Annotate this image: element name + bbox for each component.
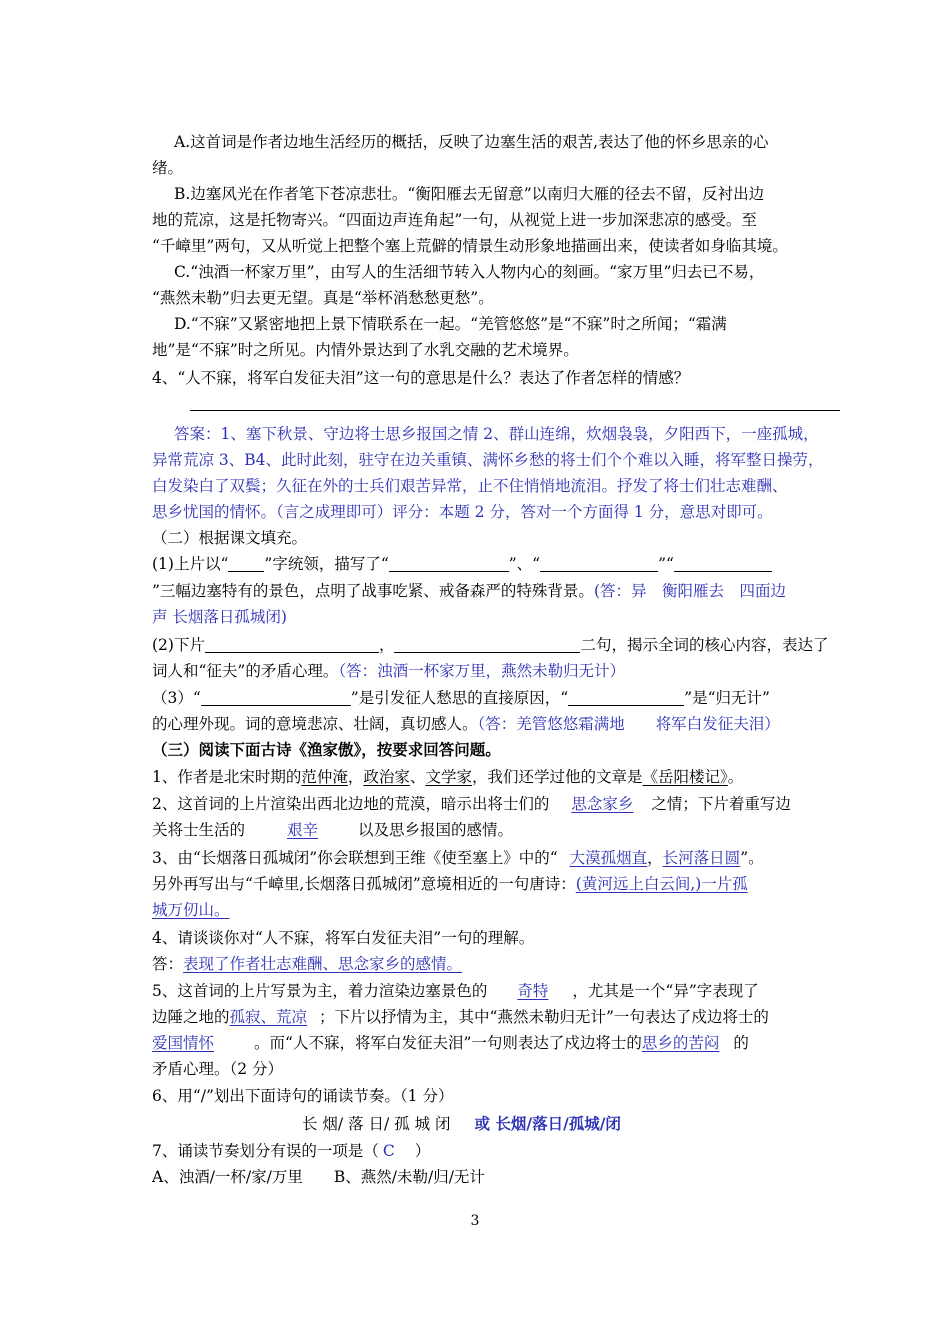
s3-q5-text-l2b: ；下片以抒情为主，其中“燕然未勒归无计”一句表达了戍边将士的: [319, 1008, 769, 1026]
s3-q7-end: ）: [414, 1142, 431, 1160]
s3-q5-text-l3b: 的: [733, 1034, 749, 1052]
s3-q3-answer-3b: 城万仞山。: [152, 901, 230, 919]
answer-line3: 白发染白了双鬓；久征在外的士兵们艰苦异常，止不住悄悄地流泪。抒发了将士们壮志难酬、: [152, 477, 788, 495]
s3-q6-poem-line: 长 烟/ 落 日/ 孤 城 闭: [302, 1115, 451, 1133]
fill-2-blank-1: [205, 634, 379, 653]
option-c-line2: “燕然未勒”归去更无望。真是“举杯消愁愁更愁”。: [152, 289, 494, 307]
s3-q6-answer: 或 长烟/落日/孤城/闭: [474, 1114, 621, 1133]
s3-q5-line4: 矛盾心理。（2 分）: [152, 1060, 284, 1078]
s3-q5-answer-3: 爱国情怀: [152, 1034, 215, 1052]
s3-q4: 4、请谈谈你对“人不寐，将军白发征夫泪”一句的理解。: [152, 929, 535, 947]
fill-1-blank-2: [389, 553, 509, 572]
s3-q2-answer-1: 思念家乡: [571, 795, 634, 813]
answer-rule: [190, 410, 840, 411]
s3-q1-work: 《岳阳楼记》: [642, 768, 728, 786]
s3-q5-text-b: ，尤其是一个“异”字表现了: [572, 982, 759, 1000]
s3-q3-text-b: ”。: [740, 849, 764, 867]
s3-q2-text-a: 2、这首词的上片渲染出西北边地的荒漠，暗示出将士们的: [152, 795, 550, 813]
fill-3-blank-1: [201, 687, 351, 706]
option-a-line2: 绪。: [152, 159, 184, 177]
s3-q3-answer-2: 长河落日圆: [662, 849, 741, 867]
s3-q5-answer-1: 奇特: [517, 982, 549, 1000]
fill-3-line2: [152, 711, 882, 737]
s3-q1-role-1: 政治家: [363, 768, 410, 786]
fill-2-text-a: (2)下片: [152, 636, 205, 654]
s3-q3-sep: ，: [647, 849, 663, 867]
s3-q3-answer-3: (黄河远上白云间,)一片孤: [575, 875, 748, 893]
s3-q5-answer-4: 思乡的苦闷: [641, 1034, 720, 1052]
fill-1-text-b: ”字统领，描写了“: [264, 555, 389, 573]
option-b-line1: B.边塞风光在作者笔下苍凉悲壮。“衡阳雁去无留意”以南归大雁的径去不留，反衬出边: [174, 185, 765, 203]
fill-1-text-c: ”、“: [508, 555, 541, 573]
fill-2-text-b: ，: [378, 636, 395, 654]
s3-q7-answer: C: [382, 1142, 395, 1160]
option-d-line1: D.“不寐”又紧密地把上景下情联系在一起。“羌管悠悠”是“不寐”时之所闻；“霜满: [174, 315, 727, 333]
answer-line4: 思乡忧国的情怀。（言之成理即可）评分：本题 2 分，答对一个方面得 1 分，意思对即可。: [152, 503, 773, 521]
s3-q4-label: 答：: [152, 955, 184, 973]
s3-q5-text-a: 5、这首词的上片写景为主，着力渲染边塞景色的: [152, 982, 488, 1000]
fill-2-text-c: 二句，揭示全词的核心内容，表达了: [580, 636, 829, 654]
s3-q1-text-c: 、: [409, 768, 426, 786]
s3-q4-answer: 表现了作者壮志难酬、思念家乡的感情。: [183, 955, 463, 973]
option-b-line3: “千嶂里”两句，又从听觉上把整个塞上荒僻的情景生动形象地描画出来，使读者如身临其境。: [152, 237, 788, 255]
fill-2-blank-2: [394, 634, 580, 653]
s3-q3-line2: [152, 871, 882, 897]
option-b-line2: 地的荒凉，这是托物寄兴。“四面边声连角起”一句，从视觉上进一步加深悲凉的感受。至: [152, 211, 757, 229]
s3-q5-answer-2: 孤寂、荒凉: [229, 1008, 308, 1026]
fill-3-answer: （答：羌管悠悠霜满地 将军白发征夫泪）: [477, 715, 780, 733]
s3-q2-line1: [152, 791, 882, 817]
s3-q7-text: 7、诵读节奏划分有误的一项是（: [152, 1142, 379, 1160]
fill-1-blank-3: [540, 553, 658, 572]
s3-q6: 6、用“/”划出下面诗句的诵读节奏。（1 分）: [152, 1087, 454, 1105]
s3-q5-line1: [152, 978, 882, 1004]
s3-q1-text-a: 1、作者是北宋时期的: [152, 768, 302, 786]
fill-1-blank-4: [674, 553, 772, 572]
s3-q5-line3: [152, 1030, 882, 1056]
question-4: 4、“人不寐，将军白发征夫泪”这一句的意思是什么？表达了作者怎样的情感？: [152, 369, 690, 387]
answer-line2: 异常荒凉 3、B4、此时此刻，驻守在边关重镇、满怀乡愁的将士们个个难以入睡，将军整日操劳，: [152, 451, 824, 469]
fill-3-blank-2: [568, 687, 684, 706]
option-c-line1: C.“浊酒一杯家万里”，由写人的生活细节转入人物内心的刻画。“家万里”归去已不易，: [174, 263, 765, 281]
s3-q4-answer-line: [152, 951, 882, 977]
fill-1-line1: [152, 551, 882, 577]
fill-1-answer-2: 声 长烟落日孤城闭): [152, 608, 287, 626]
s3-q2-text-b: 之情；下片着重写边: [651, 795, 791, 813]
fill-3-text-l2: 的心理外现。词的意境悲凉、壮阔，真切感人。: [152, 715, 478, 733]
s3-q1: [152, 764, 882, 790]
s3-q7: [152, 1138, 882, 1164]
section-2-title: （二）根据课文填充。: [152, 529, 308, 547]
fill-1-text-l2: ”三幅边塞特有的景色，点明了战事吃紧、戒备森严的特殊背景。: [152, 582, 594, 600]
s3-q6-line: [302, 1111, 950, 1137]
s3-q1-text-d: ，我们还学过他的文章是: [471, 768, 643, 786]
fill-1-text-a: (1)上片以“: [152, 555, 229, 573]
s3-q3-line3: [152, 897, 882, 923]
fill-2-answer: （答：浊酒一杯家万里，燕然未勒归无计）: [338, 662, 626, 680]
s3-q3-line1: [152, 845, 882, 871]
option-a-line1: A.这首词是作者边地生活经历的概括，反映了边塞生活的艰苦,表达了他的怀乡思亲的心: [174, 133, 769, 151]
s3-q2-text-l2a: 关将士生活的: [152, 821, 246, 839]
s3-q3-text-a: 3、由“长烟落日孤城闭”你会联想到王维《使至塞上》中的“: [152, 849, 558, 867]
fill-1-line2: [152, 578, 882, 604]
s3-q2-answer-2: 艰辛: [287, 821, 319, 839]
fill-3-text-a: （3）“: [152, 689, 201, 707]
s3-q1-text-e: 。: [727, 768, 744, 786]
fill-2-line1: [152, 632, 882, 658]
fill-1-blank-1: [228, 553, 264, 572]
s3-q1-role-2: 文学家: [425, 768, 472, 786]
answer-line1: 答案：1、塞下秋景、守边将士思乡报国之情 2、群山连绵，炊烟袅袅，夕阳西下，一座孤城，: [174, 425, 819, 443]
s3-q1-text-b: ，: [347, 768, 364, 786]
option-d-line2: 地”是“不寐”时之所见。内情外景达到了水乳交融的艺术境界。: [152, 341, 579, 359]
s3-q5-text-l3a: 。而“人不寐，将军白发征夫泪”一句则表达了戍边将士的: [254, 1034, 642, 1052]
s3-q7-options: A、浊酒/一杯/家/万里 B、燕然/未勒/归/无计: [152, 1168, 485, 1186]
section-3-title: （三）阅读下面古诗《渔家傲》，按要求回答问题。: [152, 740, 501, 759]
s3-q3-answer-1: 大漠孤烟直: [569, 849, 648, 867]
fill-1-answer-1: (答：异 衡阳雁去 四面边: [593, 582, 786, 600]
fill-2-text-l2: 词人和“征夫”的矛盾心理。: [152, 662, 339, 680]
s3-q5-text-l2a: 边陲之地的: [152, 1008, 230, 1026]
fill-3-text-b: ”是引发征人愁思的直接原因，“: [350, 689, 569, 707]
page-number: 3: [470, 1213, 480, 1229]
fill-1-text-d: ”“: [658, 555, 674, 573]
s3-q3-text-l2a: 另外再写出与“千嶂里,长烟落日孤城闭”意境相近的一句唐诗：: [152, 875, 576, 893]
fill-2-line2: [152, 658, 882, 684]
fill-3-line1: [152, 685, 882, 711]
s3-q5-line2: [152, 1004, 882, 1030]
s3-q2-text-l2b: 以及思乡报国的感情。: [358, 821, 514, 839]
s3-q1-author: 范仲淹: [301, 768, 348, 786]
fill-3-text-c: ”是“归无计”: [684, 689, 770, 707]
s3-q2-line2: [152, 817, 882, 843]
